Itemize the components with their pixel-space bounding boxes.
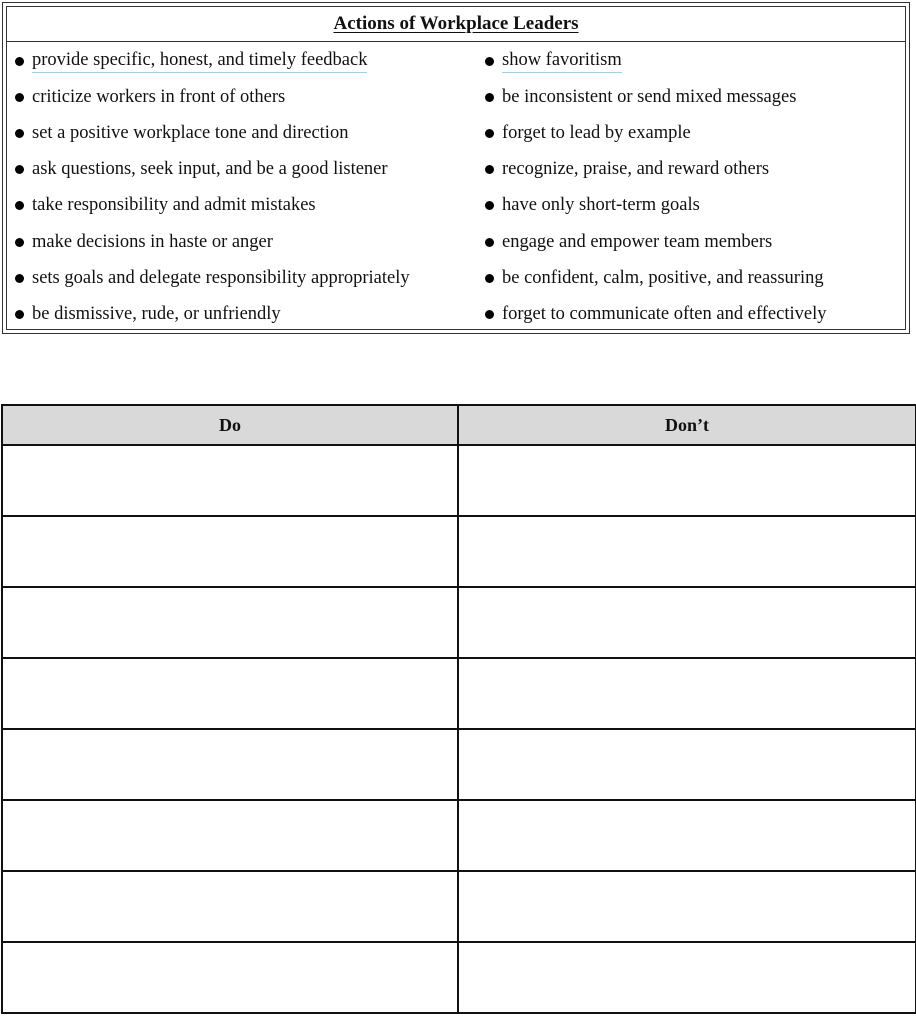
word-bank-item — [485, 224, 826, 260]
table-row — [2, 445, 916, 516]
word-bank-item-text: sets goals and delegate responsibility appropriately — [32, 267, 410, 288]
bullet-icon — [15, 310, 24, 319]
word-bank-item — [485, 43, 826, 79]
word-bank-item — [485, 188, 826, 224]
bullet-icon — [15, 238, 24, 247]
bullet-icon — [485, 238, 494, 247]
do-answer-cell[interactable] — [2, 729, 458, 800]
table-row — [2, 871, 916, 942]
table-row — [2, 800, 916, 871]
bullet-icon — [15, 129, 24, 138]
word-bank-item-text: ask questions, seek input, and be a good listener — [32, 159, 388, 180]
table-row — [2, 516, 916, 587]
dont-answer-cell[interactable] — [458, 942, 916, 1013]
dont-answer-cell[interactable] — [458, 587, 916, 658]
bullet-icon — [15, 57, 24, 66]
word-bank-right-column — [485, 43, 826, 333]
table-row — [2, 942, 916, 1013]
word-bank-left-column — [15, 43, 410, 333]
bullet-icon — [485, 129, 494, 138]
word-bank-item — [15, 43, 410, 79]
table-row — [2, 587, 916, 658]
word-bank-item — [15, 224, 410, 260]
word-bank-item — [15, 188, 410, 224]
table-header-row — [2, 405, 916, 445]
word-bank-item-text: forget to lead by example — [502, 122, 691, 143]
word-bank-item — [15, 115, 410, 151]
bullet-icon — [485, 93, 494, 102]
word-bank-title: Actions of Workplace Leaders — [333, 13, 579, 34]
do-dont-table — [1, 404, 916, 1014]
bullet-icon — [15, 93, 24, 102]
word-bank-item-text: have only short-term goals — [502, 195, 700, 216]
bullet-icon — [485, 201, 494, 210]
word-bank-item — [485, 115, 826, 151]
word-bank-header — [7, 7, 905, 42]
word-bank-item — [485, 79, 826, 115]
word-bank-item-text: criticize workers in front of others — [32, 86, 286, 107]
do-answer-cell[interactable] — [2, 942, 458, 1013]
bullet-icon — [15, 201, 24, 210]
dont-answer-cell[interactable] — [458, 516, 916, 587]
word-bank-item-text: take responsibility and admit mistakes — [32, 195, 316, 216]
word-bank-item — [15, 79, 410, 115]
dont-answer-cell[interactable] — [458, 800, 916, 871]
do-answer-cell[interactable] — [2, 587, 458, 658]
table-row — [2, 729, 916, 800]
word-bank-item — [485, 260, 826, 296]
word-bank-item — [15, 260, 410, 296]
word-bank-item-text: recognize, praise, and reward others — [502, 159, 770, 180]
do-answer-cell[interactable] — [2, 445, 458, 516]
word-bank-item-text: forget to communicate often and effectively — [502, 303, 827, 324]
word-bank-item-text: make decisions in haste or anger — [32, 231, 273, 252]
word-bank-item-text: be inconsistent or send mixed messages — [502, 86, 797, 107]
word-bank-item — [15, 296, 410, 332]
word-bank-box — [2, 2, 910, 334]
bullet-icon — [485, 274, 494, 283]
table-row — [2, 658, 916, 729]
word-bank-item — [485, 152, 826, 188]
do-answer-cell[interactable] — [2, 658, 458, 729]
bullet-icon — [15, 274, 24, 283]
word-bank-item-text: engage and empower team members — [502, 231, 773, 252]
word-bank-item — [15, 152, 410, 188]
word-bank-item-text: show favoritism — [502, 50, 622, 73]
bullet-icon — [485, 165, 494, 174]
word-bank-item-text: set a positive workplace tone and direction — [32, 122, 349, 143]
word-bank-item-text: be confident, calm, positive, and reassuring — [502, 267, 824, 288]
do-answer-cell[interactable] — [2, 516, 458, 587]
word-bank-item — [485, 296, 826, 332]
do-answer-cell[interactable] — [2, 800, 458, 871]
bullet-icon — [485, 310, 494, 319]
word-bank-item-text: be dismissive, rude, or unfriendly — [32, 303, 281, 324]
dont-answer-cell[interactable] — [458, 729, 916, 800]
bullet-icon — [485, 57, 494, 66]
word-bank-item-text: provide specific, honest, and timely feedback — [32, 50, 367, 73]
dont-answer-cell[interactable] — [458, 658, 916, 729]
dont-answer-cell[interactable] — [458, 445, 916, 516]
header-dont: Don’t — [458, 405, 916, 445]
dont-answer-cell[interactable] — [458, 871, 916, 942]
do-answer-cell[interactable] — [2, 871, 458, 942]
bullet-icon — [15, 165, 24, 174]
header-do: Do — [2, 405, 458, 445]
